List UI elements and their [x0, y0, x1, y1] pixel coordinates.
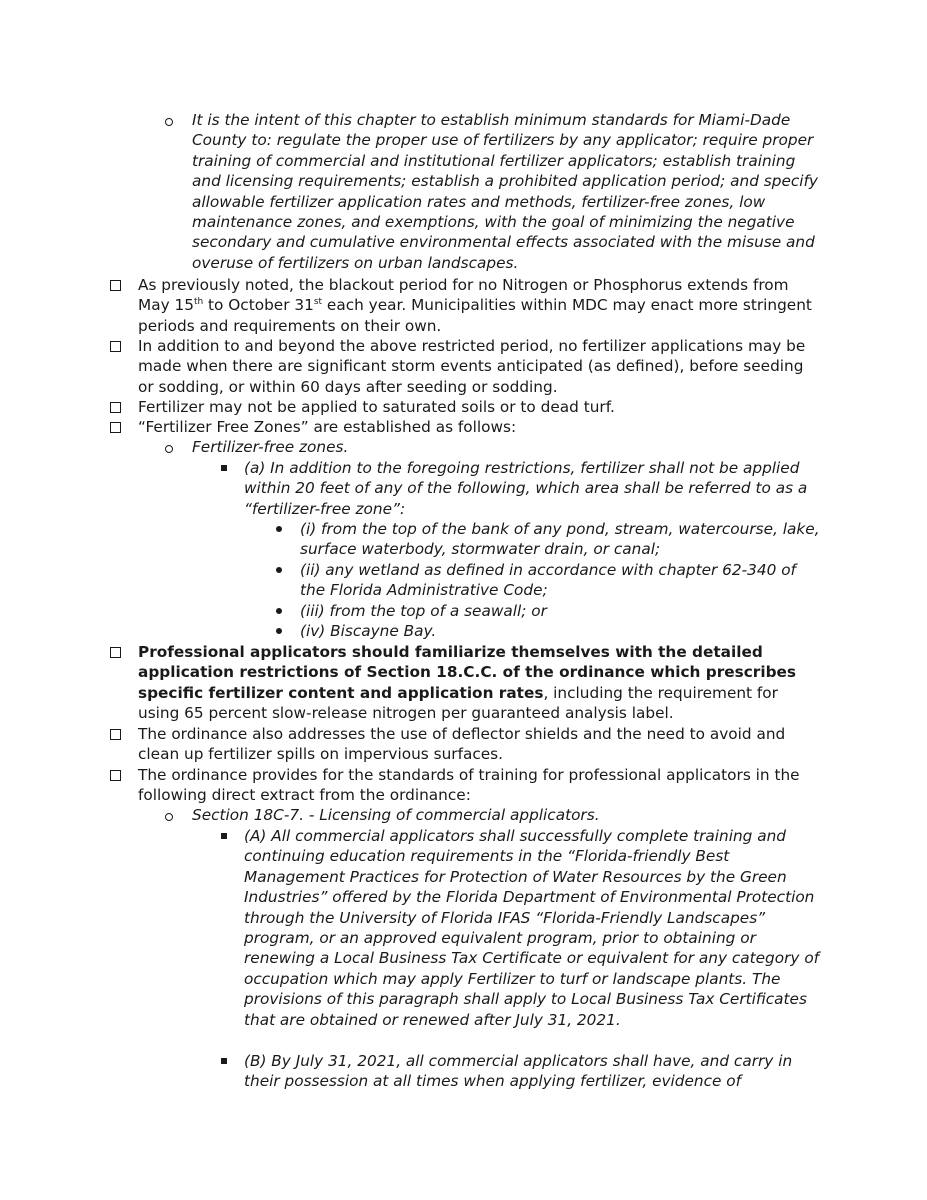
training-para-a: (A) All commercial applicators shall successfully complete training and continuing education requirements in the “Florida-friendly Best Management Practices for Protection of Water Resources by the Green Industries” offered by the Florida Department of Environmental Protection through the University of Florida IFAS “Florida-Friendly Landscapes” program, or an approved equivalent program, prior to obtaining or renewing a Local Business Tax Certificate or equivalent for any category of occupation which may apply Fertilizer to turf or landscape plants. The provisions of this paragraph shall apply to Local Business Tax Certificates that are obtained or renewed after July 31, 2021.: [244, 827, 820, 1029]
checkbox-bullet-icon: [110, 770, 121, 781]
blackout-text-3: each year. Municipalities within MDC may enact more stringent periods and requirements on their own.: [138, 296, 812, 335]
square-bullet-icon: [221, 1058, 227, 1064]
free-zone-item-3: (iii) from the top of a seawall; or: [300, 602, 547, 620]
free-zone-item-2: (ii) any wetland as defined in accordance with chapter 62-340 of the Florida Administrative Code;: [300, 561, 796, 600]
intent-paragraph: It is the intent of this chapter to establish minimum standards for Miami-Dade County to: regulate the proper use of fertilizers by any applicator; require proper training of commercial and institutional fertilizer applicators; establish training and licensing requirements; establish a prohibited application period; and specify allowable fertilizer application rates and methods, fertilizer-free zones, low maintenance zones, and exemptions, with the goal of minimizing the negative secondary and cumulative environmental effects associated with the misuse and overuse of fertilizers on urban landscapes.: [192, 111, 818, 272]
blackout-sup-1: th: [193, 297, 204, 308]
square-bullet-icon: [221, 833, 227, 839]
dot-bullet-icon: [276, 567, 282, 573]
dot-bullet-icon: [276, 608, 282, 614]
dot-bullet-icon: [276, 526, 282, 532]
professional-bold-text: Professional applicators should familiarize themselves with the detailed application restrictions of Section 18.C.C. of the ordinance which prescribes specific fertilizer content and application rates: [138, 643, 796, 702]
free-zone-item-4: (iv) Biscayne Bay.: [300, 622, 437, 640]
blackout-sup-2: st: [313, 297, 323, 308]
storm-paragraph: In addition to and beyond the above restricted period, no fertilizer applications may be made when there are significant storm events anticipated (as defined), before seeding or sodding, or within 60 days after seeding or sodding.: [138, 337, 806, 396]
free-zone-item-1: (i) from the top of the bank of any pond, stream, watercourse, lake, surface waterbody, stormwater drain, or canal;: [300, 520, 820, 559]
blackout-paragraph: [138, 275, 818, 336]
circle-bullet-icon: [165, 445, 173, 453]
free-zones-para-a: (a) In addition to the foregoing restrictions, fertilizer shall not be applied within 20 feet of any of the following, which area shall be referred to as a “fertilizer-free zone”:: [244, 459, 808, 518]
dot-bullet-icon: [276, 628, 282, 634]
checkbox-bullet-icon: [110, 729, 121, 740]
checkbox-bullet-icon: [110, 647, 121, 658]
checkbox-bullet-icon: [110, 341, 121, 352]
circle-bullet-icon: [165, 118, 173, 126]
square-bullet-icon: [221, 465, 227, 471]
professional-paragraph: [138, 642, 818, 724]
checkbox-bullet-icon: [110, 280, 121, 291]
free-zones-subtitle: Fertilizer-free zones.: [192, 438, 349, 456]
blackout-text-1: As previously noted, the blackout period for no Nitrogen or Phosphorus extends from May 15: [138, 276, 789, 315]
blackout-text-2: to October 31: [203, 296, 314, 315]
free-zones-intro: “Fertilizer Free Zones” are established as follows:: [138, 418, 517, 436]
training-intro: The ordinance provides for the standards of training for professional applicators in the following direct extract from the ordinance:: [138, 766, 800, 805]
checkbox-bullet-icon: [110, 402, 121, 413]
training-para-b: (B) By July 31, 2021, all commercial applicators shall have, and carry in their possession at all times when applying fertilizer, evidence of: [244, 1052, 793, 1091]
deflector-paragraph: The ordinance also addresses the use of deflector shields and the need to avoid and clean up fertilizer spills on impervious surfaces.: [138, 725, 786, 764]
checkbox-bullet-icon: [110, 422, 121, 433]
section-18c7-title: Section 18C-7. - Licensing of commercial applicators.: [192, 806, 600, 824]
saturated-paragraph: Fertilizer may not be applied to saturated soils or to dead turf.: [138, 398, 615, 416]
professional-rest-text: , including the requirement for using 65 percent slow-release nitrogen per guaranteed analysis label.: [138, 683, 778, 723]
circle-bullet-icon: [165, 813, 173, 821]
